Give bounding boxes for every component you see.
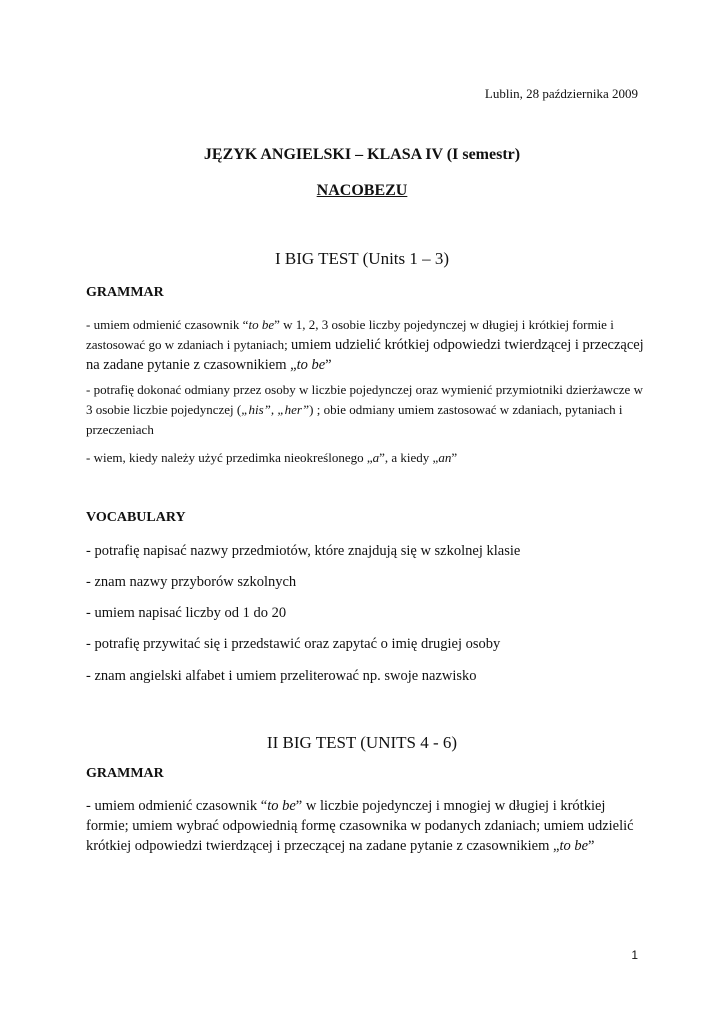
nacobezu-label: NACOBEZU	[316, 182, 408, 199]
test1-grammar-item-1: - umiem odmienić czasownik “to be” w 1, 2, 3 osobie liczby pojedynczej w długiej i krótkiej formie i zastosować go w zdaniach i pytaniach; umiem udzielić krótkiej odpowiedzi twierdzącej i przeczącej na zadane pytanie z czasownikiem „to be”	[86, 317, 644, 373]
test1-heading: I BIG TEST (Units 1 – 3)	[274, 249, 450, 268]
document-title: JĘZYK ANGIELSKI – KLASA IV (I semestr)	[203, 146, 521, 163]
page-number: 1	[631, 948, 638, 962]
vocabulary-item: - umiem napisać liczby od 1 do 20	[86, 605, 287, 621]
vocabulary-item: - potrafię przywitać się i przedstawić oraz zapytać o imię drugiej osoby	[86, 636, 501, 652]
document-date: Lublin, 28 października 2009	[484, 86, 638, 101]
test2-heading: II BIG TEST (UNITS 4 - 6)	[266, 733, 458, 752]
test1-vocabulary-label: VOCABULARY	[86, 510, 186, 525]
document-subtitle	[0, 182, 724, 200]
test2-grammar-item-1: - umiem odmienić czasownik “to be” w liczbie pojedynczej i mnogiej w długiej i krótkiej formie; umiem wybrać odpowiednią formę czasownika w podanych zdaniach; umiem udzielić krótkiej odpowiedzi twierdzącej i przeczącej na zadane pytanie z czasownikiem „to be”	[86, 798, 634, 854]
test2-grammar-label: GRAMMAR	[86, 766, 164, 781]
vocabulary-item: - znam angielski alfabet i umiem przeliterować np. swoje nazwisko	[86, 668, 477, 684]
test1-grammar-item-3: - wiem, kiedy należy użyć przedimka nieokreślonego „a”, a kiedy „an”	[86, 450, 458, 465]
vocabulary-item: - potrafię napisać nazwy przedmiotów, które znajdują się w szkolnej klasie	[86, 543, 521, 559]
vocabulary-item: - znam nazwy przyborów szkolnych	[86, 574, 297, 590]
test1-grammar-item-2: - potrafię dokonać odmiany przez osoby w liczbie pojedynczej oraz wymienić przymiotniki dzierżawcze w 3 osobie liczbie pojedynczej („his”, „her”) ; obie odmiany umiem zastosować w zdaniach, pytaniach i przeczeniach	[86, 382, 643, 437]
test1-grammar-label: GRAMMAR	[86, 285, 164, 300]
